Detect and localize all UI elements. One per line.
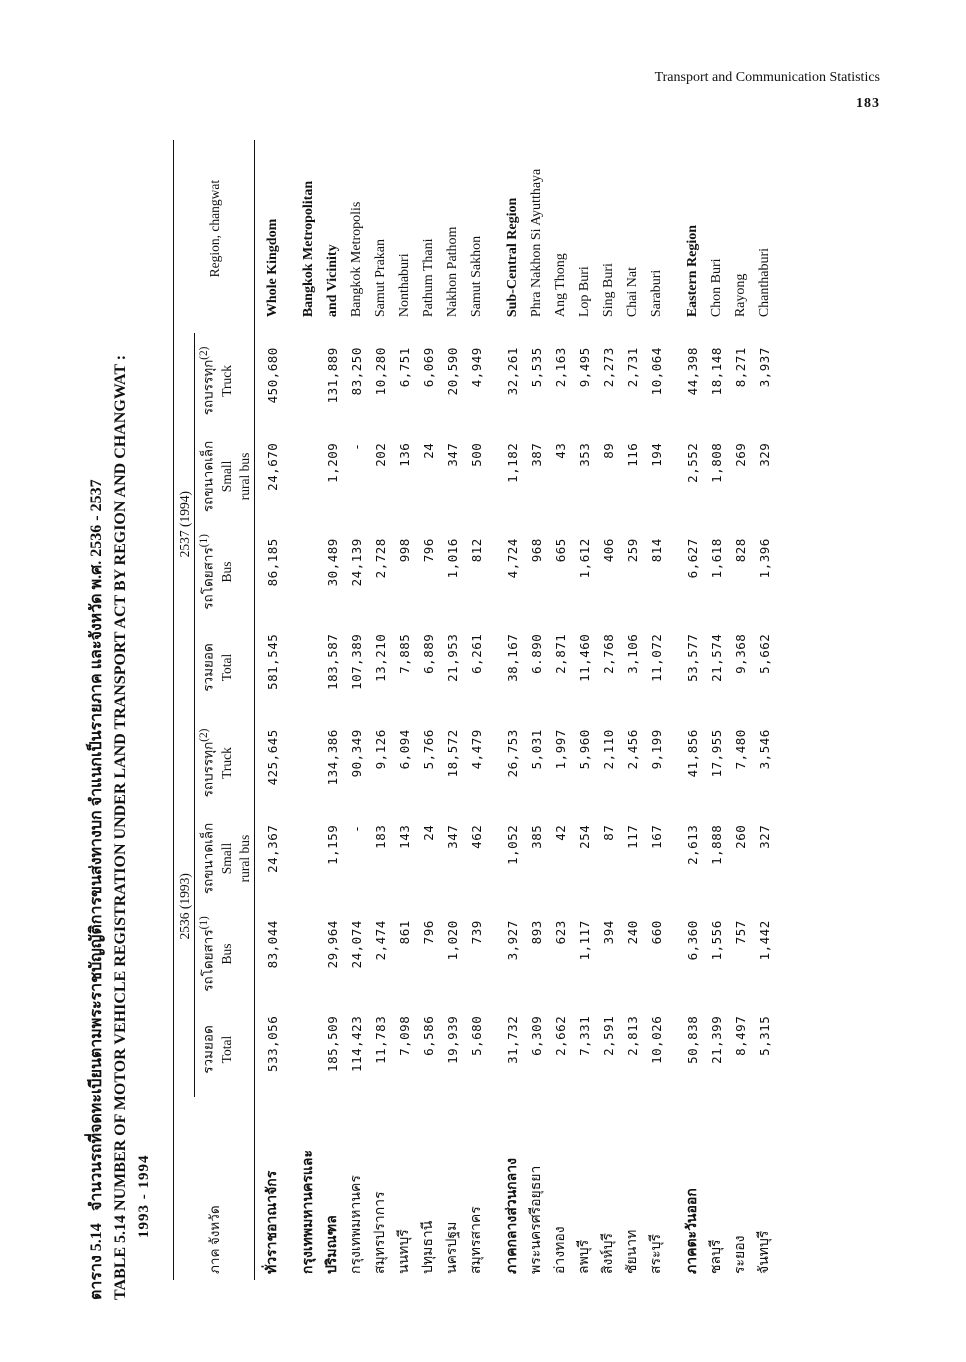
cell-value: 29,964 (324, 920, 340, 969)
cell-value: 6,751 (396, 347, 412, 388)
header-col-eng (218, 524, 255, 620)
row-label-thai: ภาคกลางส่วนกลาง (504, 1158, 520, 1274)
header-col-eng-label: Total (218, 1035, 234, 1064)
cell-value: 387 (528, 442, 544, 467)
cell-value: 2,456 (624, 729, 640, 770)
running-head: Transport and Communication Statistics (654, 70, 880, 85)
row-label-eng: Samut Sakhon (468, 235, 484, 318)
cell-value: 1,997 (552, 729, 568, 770)
cell-value: 6,360 (684, 920, 700, 961)
cell-value: 6,889 (420, 633, 436, 674)
row-label-eng: Ang Thong (552, 253, 568, 318)
cell-value: 21,399 (708, 1015, 724, 1064)
table-row (621, 140, 645, 1280)
cell-value: 2,591 (600, 1015, 616, 1056)
cell-value (297, 906, 321, 1002)
table-row (321, 140, 345, 1280)
table-row (705, 140, 729, 1280)
cell-value: 4,724 (504, 538, 520, 579)
row-label-eng: Samut Prakan (372, 239, 388, 318)
cell-value: 1,442 (756, 920, 772, 961)
title-thai-text: จำนวนรถที่จดทะเบียนตามพระราชบัญญัติการขนส่งทางบก จำแนกเป็นรายภาค และจังหวัด พ.ศ. 2536 - 2537 (88, 479, 105, 1211)
cell-value: 24,367 (254, 811, 285, 907)
cell-value: 24 (420, 824, 436, 841)
cell-value: 32,261 (504, 347, 520, 396)
cell-value: 43 (552, 442, 568, 459)
cell-value (297, 524, 321, 620)
cell-value: 3,106 (624, 633, 640, 674)
cell-value: 11,460 (576, 633, 592, 682)
row-label-eng: Chon Buri (708, 258, 724, 318)
header-col-note: (1) (198, 534, 210, 548)
header-col-thai-label: รถบรรทุก (200, 741, 216, 798)
cell-value: 893 (528, 920, 544, 945)
cell-value: - (348, 824, 364, 833)
cell-value: 739 (468, 920, 484, 945)
row-label-thai: ลพบุรี (576, 1239, 592, 1274)
cell-value: 10,064 (648, 347, 664, 396)
cell-value: 8,497 (732, 1015, 748, 1056)
row-label-thai: ปทุมธานี (420, 1220, 436, 1274)
cell-value: 2,768 (600, 633, 616, 674)
cell-value: 134,386 (324, 729, 340, 786)
cell-value: 3,546 (756, 729, 772, 770)
cell-value: 1,808 (708, 442, 724, 483)
cell-value: 136 (396, 442, 412, 467)
table-row (753, 140, 777, 1280)
data-table (173, 140, 777, 1280)
cell-value: 21,953 (444, 633, 460, 682)
cell-value: 5,960 (576, 729, 592, 770)
cell-value: 5,662 (756, 633, 772, 674)
cell-value: 533,056 (254, 1002, 285, 1098)
cell-value: 167 (648, 824, 664, 849)
cell-value: 1,117 (576, 920, 592, 961)
cell-value: 2,110 (600, 729, 616, 770)
cell-value: 9,126 (372, 729, 388, 770)
cell-value: 347 (444, 442, 460, 467)
cell-value: 6,627 (684, 538, 700, 579)
cell-value: 1,612 (576, 538, 592, 579)
cell-value: 2,613 (684, 824, 700, 865)
cell-value: 757 (732, 920, 748, 945)
cell-value: 6,261 (468, 633, 484, 674)
header-col-thai (195, 620, 218, 716)
cell-value (297, 333, 321, 429)
cell-value: 1,159 (324, 824, 340, 865)
cell-value: 2,728 (372, 538, 388, 579)
table-row (345, 140, 369, 1280)
cell-value: 2,163 (552, 347, 568, 388)
cell-value: 327 (756, 824, 772, 849)
cell-value: 1,016 (444, 538, 460, 579)
title-thai-label: ตาราง 5.14 (88, 1223, 105, 1300)
row-label-thai: นนทบุรี (396, 1229, 412, 1274)
cell-value: 17,955 (708, 729, 724, 778)
cell-value: 968 (528, 538, 544, 563)
row-label-eng: Rayong (732, 273, 748, 318)
header-col-eng (218, 620, 255, 716)
title-thai (85, 120, 109, 1300)
cell-value: 24 (420, 442, 436, 459)
cell-value: 450,680 (254, 333, 285, 429)
cell-value: 24,074 (348, 920, 364, 969)
table-row (297, 140, 321, 1280)
header-col-thai-label: รถโดยสาร (200, 929, 216, 992)
cell-value: 9,368 (732, 633, 748, 674)
cell-value: 114,423 (348, 1015, 364, 1072)
cell-value: 9,495 (576, 347, 592, 388)
row-label-eng: Whole Kingdom (254, 140, 285, 333)
cell-value: 623 (552, 920, 568, 945)
cell-value: 5,031 (528, 729, 544, 770)
header-col-eng (218, 715, 255, 811)
cell-value: 86,185 (254, 524, 285, 620)
row-label-thai: กรุงเทพมหานครและ (300, 1150, 316, 1274)
cell-value: 385 (528, 824, 544, 849)
table-row (369, 140, 393, 1280)
cell-value: 2,731 (624, 347, 640, 388)
spacer-row (285, 140, 297, 1280)
cell-value: 1,020 (444, 920, 460, 961)
cell-value: 90,349 (348, 729, 364, 778)
row-label-eng: Sub-Central Region (504, 197, 520, 318)
cell-value: 6,094 (396, 729, 412, 770)
cell-value: 861 (396, 920, 412, 945)
title-years: 1993 - 1994 (136, 1154, 152, 1238)
cell-value: 3,937 (756, 347, 772, 388)
header-col-eng-label: Total (218, 653, 234, 682)
cell-value: 30,489 (324, 538, 340, 587)
cell-value: 24,670 (254, 429, 285, 525)
cell-value: 19,939 (444, 1015, 460, 1064)
table-row (417, 140, 441, 1280)
cell-value: 7,480 (732, 729, 748, 770)
row-label-thai: สิงห์บุรี (600, 1232, 616, 1274)
table-title-block (85, 120, 155, 1300)
rotated-table-page (85, 120, 885, 1300)
row-label-eng: Pathum Thani (420, 238, 436, 318)
table-row (465, 140, 489, 1280)
row-label-thai: อ่างทอง (552, 1226, 568, 1274)
cell-value: 347 (444, 824, 460, 849)
cell-value: 660 (648, 920, 664, 945)
cell-value: 6,309 (528, 1015, 544, 1056)
header-col-thai-label: รวมยอด (200, 643, 216, 692)
cell-value: 83,250 (348, 347, 364, 396)
cell-value: 353 (576, 442, 592, 467)
cell-value: 9,199 (648, 729, 664, 770)
cell-value: 42 (552, 824, 568, 841)
cell-value: 796 (420, 920, 436, 945)
cell-value: 202 (372, 442, 388, 467)
cell-value: 1,396 (756, 538, 772, 579)
row-label-thai: ภาคตะวันออก (684, 1188, 700, 1274)
header-col-note: (2) (198, 346, 210, 360)
cell-value: 143 (396, 824, 412, 849)
cell-value: 183,587 (324, 633, 340, 690)
cell-value: 10,026 (648, 1015, 664, 1064)
table-row (573, 140, 597, 1280)
header-col-eng-label: Small (218, 460, 234, 493)
header-col-thai-label: รถโดยสาร (200, 547, 216, 610)
cell-value: 131,889 (324, 347, 340, 404)
cell-value: 269 (732, 442, 748, 467)
header-col-thai (195, 333, 218, 429)
row-label-thai: พระนครศรีอยุธยา (528, 1165, 544, 1274)
row-label-thai: ชลบุรี (708, 1239, 724, 1274)
header-col-eng-label: Truck (218, 747, 234, 779)
cell-value: 183 (372, 824, 388, 849)
table-row (254, 140, 285, 1280)
cell-value: 83,044 (254, 906, 285, 1002)
header-col-thai-label: รวมยอด (200, 1025, 216, 1074)
header-col-note: (2) (198, 728, 210, 742)
cell-value (297, 429, 321, 525)
row-label-thai: สมุทรสาคร (468, 1206, 484, 1274)
cell-value: 581,545 (254, 620, 285, 716)
header-col-eng (218, 333, 255, 429)
header-region-eng: Region, changwat (206, 179, 222, 278)
cell-value: 6,586 (420, 1015, 436, 1056)
row-label-eng: Saraburi (648, 269, 664, 318)
cell-value (297, 715, 321, 811)
cell-value: 814 (648, 538, 664, 563)
table-row (597, 140, 621, 1280)
cell-value: 406 (600, 538, 616, 563)
cell-value: 4,479 (468, 729, 484, 770)
cell-value: 50,838 (684, 1015, 700, 1064)
row-label-thai: ระยอง (732, 1235, 748, 1274)
row-label-eng: and Vicinity (324, 244, 340, 318)
cell-value: 116 (624, 442, 640, 467)
cell-value: 1,182 (504, 442, 520, 483)
cell-value: 1,888 (708, 824, 724, 865)
cell-value: 53,577 (684, 633, 700, 682)
header-col-eng (218, 906, 255, 1002)
cell-value: 11,783 (372, 1015, 388, 1064)
cell-value: 117 (624, 824, 640, 849)
cell-value: 107,389 (348, 633, 364, 690)
cell-value: 44,398 (684, 347, 700, 396)
cell-value: 194 (648, 442, 664, 467)
cell-value: 812 (468, 538, 484, 563)
cell-value: 87 (600, 824, 616, 841)
row-label-eng: Eastern Region (684, 224, 700, 318)
cell-value: 2,662 (552, 1015, 568, 1056)
cell-value: 1,209 (324, 442, 340, 483)
row-label-thai: จันทบุรี (756, 1230, 772, 1274)
cell-value: 1,556 (708, 920, 724, 961)
header-col-eng-label: Bus (218, 561, 234, 583)
cell-value: 828 (732, 538, 748, 563)
row-label-eng: Bangkok Metropolitan (300, 180, 316, 318)
header-col-eng (218, 429, 255, 525)
cell-value: 24,139 (348, 538, 364, 587)
cell-value: 11,072 (648, 633, 664, 682)
header-col-thai (195, 429, 218, 525)
cell-value: 5,680 (468, 1015, 484, 1056)
cell-value: 8,271 (732, 347, 748, 388)
header-year-1993: 2536 (1993) (176, 715, 195, 1097)
row-label-eng: Nakhon Pathom (444, 226, 460, 318)
cell-value: 796 (420, 538, 436, 563)
cell-value: 462 (468, 824, 484, 849)
cell-value: 2,552 (684, 442, 700, 483)
table-row (501, 140, 525, 1280)
cell-value: 6,069 (420, 347, 436, 388)
cell-value: 2,871 (552, 633, 568, 674)
row-label-thai: สระบุรี (648, 1234, 664, 1274)
page-number: 183 (856, 96, 880, 111)
cell-value: 20,590 (444, 347, 460, 396)
cell-value: 41,856 (684, 729, 700, 778)
header-col-note: (1) (198, 916, 210, 930)
cell-value: 38,167 (504, 633, 520, 682)
table-row (729, 140, 753, 1280)
cell-value: 10,280 (372, 347, 388, 396)
header-col-thai (195, 1002, 218, 1098)
cell-value: 5,766 (420, 729, 436, 770)
cell-value: 665 (552, 538, 568, 563)
header-col-thai-label: รถบรรทุก (200, 359, 216, 416)
cell-value: 6.890 (528, 633, 544, 674)
row-label-eng: Nonthaburi (396, 253, 412, 318)
cell-value: 13,210 (372, 633, 388, 682)
cell-value (297, 811, 321, 907)
title-eng-text: NUMBER OF MOTOR VEHICLE REGISTRATION UNDER LAND TRANSPORT ACT BY REGION AND CHANGWAT : (112, 354, 129, 1211)
cell-value: - (348, 442, 364, 451)
header-col-thai (195, 906, 218, 1002)
cell-value: 5,315 (756, 1015, 772, 1056)
cell-value: 260 (732, 824, 748, 849)
header-col-thai-label: รถขนาดเล็ก (200, 822, 216, 895)
cell-value: 7,098 (396, 1015, 412, 1056)
cell-value: 998 (396, 538, 412, 563)
row-label-eng: Sing Buri (600, 263, 616, 318)
header-col-thai-label: รถขนาดเล็ก (200, 440, 216, 513)
header-col-thai (195, 811, 218, 907)
cell-value: 5,535 (528, 347, 544, 388)
row-label-eng: Chanthaburi (756, 247, 772, 318)
cell-value: 18,148 (708, 347, 724, 396)
row-label-thai: นครปฐม (444, 1221, 460, 1274)
table-row (681, 140, 705, 1280)
cell-value: 7,331 (576, 1015, 592, 1056)
cell-value: 1,052 (504, 824, 520, 865)
row-label-eng: Chai Nat (624, 267, 640, 318)
row-label-eng: Phra Nakhon Si Ayutthaya (528, 168, 544, 318)
cell-value: 2,273 (600, 347, 616, 388)
header-region-thai: ภาค จังหวัด (206, 1205, 222, 1274)
cell-value: 240 (624, 920, 640, 945)
header-col-eng-label: Small (218, 842, 234, 875)
cell-value: 89 (600, 442, 616, 459)
cell-value: 7,885 (396, 633, 412, 674)
row-label-eng: Bangkok Metropolis (348, 201, 364, 318)
spacer-row (669, 140, 681, 1280)
title-eng-label: TABLE 5.14 (112, 1214, 129, 1300)
header-col-eng (218, 1002, 255, 1098)
cell-value: 254 (576, 824, 592, 849)
cell-value (297, 620, 321, 716)
title-english (109, 120, 133, 1300)
table-row (645, 140, 669, 1280)
cell-value: 329 (756, 442, 772, 467)
row-label-thai: ปริมณฑล (324, 1215, 340, 1274)
header-col-eng-label-2: rural bus (236, 452, 252, 501)
cell-value: 2,813 (624, 1015, 640, 1056)
cell-value: 26,753 (504, 729, 520, 778)
row-label-thai: ชัยนาท (624, 1229, 640, 1274)
row-label-thai: ทั่วราชอาณาจักร (254, 1097, 285, 1280)
cell-value: 500 (468, 442, 484, 467)
cell-value: 31,732 (504, 1015, 520, 1064)
row-label-eng: Lop Buri (576, 266, 592, 318)
cell-value: 21,574 (708, 633, 724, 682)
table-row (549, 140, 573, 1280)
cell-value: 2,474 (372, 920, 388, 961)
table-row (525, 140, 549, 1280)
header-col-eng-label-2: rural bus (236, 834, 252, 883)
header-col-eng-label: Bus (218, 943, 234, 965)
cell-value: 1,618 (708, 538, 724, 579)
row-label-thai: กรุงเทพมหานคร (348, 1175, 364, 1274)
cell-value: 4,949 (468, 347, 484, 388)
spacer-row (489, 140, 501, 1280)
cell-value: 18,572 (444, 729, 460, 778)
header-year-1994: 2537 (1994) (176, 333, 195, 715)
cell-value: 394 (600, 920, 616, 945)
cell-value: 185,509 (324, 1015, 340, 1072)
cell-value (297, 1002, 321, 1098)
cell-value: 425,645 (254, 715, 285, 811)
row-label-thai: สมุทรปราการ (372, 1191, 388, 1274)
header-col-eng-label: Truck (218, 365, 234, 397)
table-row (393, 140, 417, 1280)
cell-value: 259 (624, 538, 640, 563)
header-col-eng (218, 811, 255, 907)
header-col-thai (195, 715, 218, 811)
cell-value: 3,927 (504, 920, 520, 961)
header-col-thai (195, 524, 218, 620)
table-row (441, 140, 465, 1280)
